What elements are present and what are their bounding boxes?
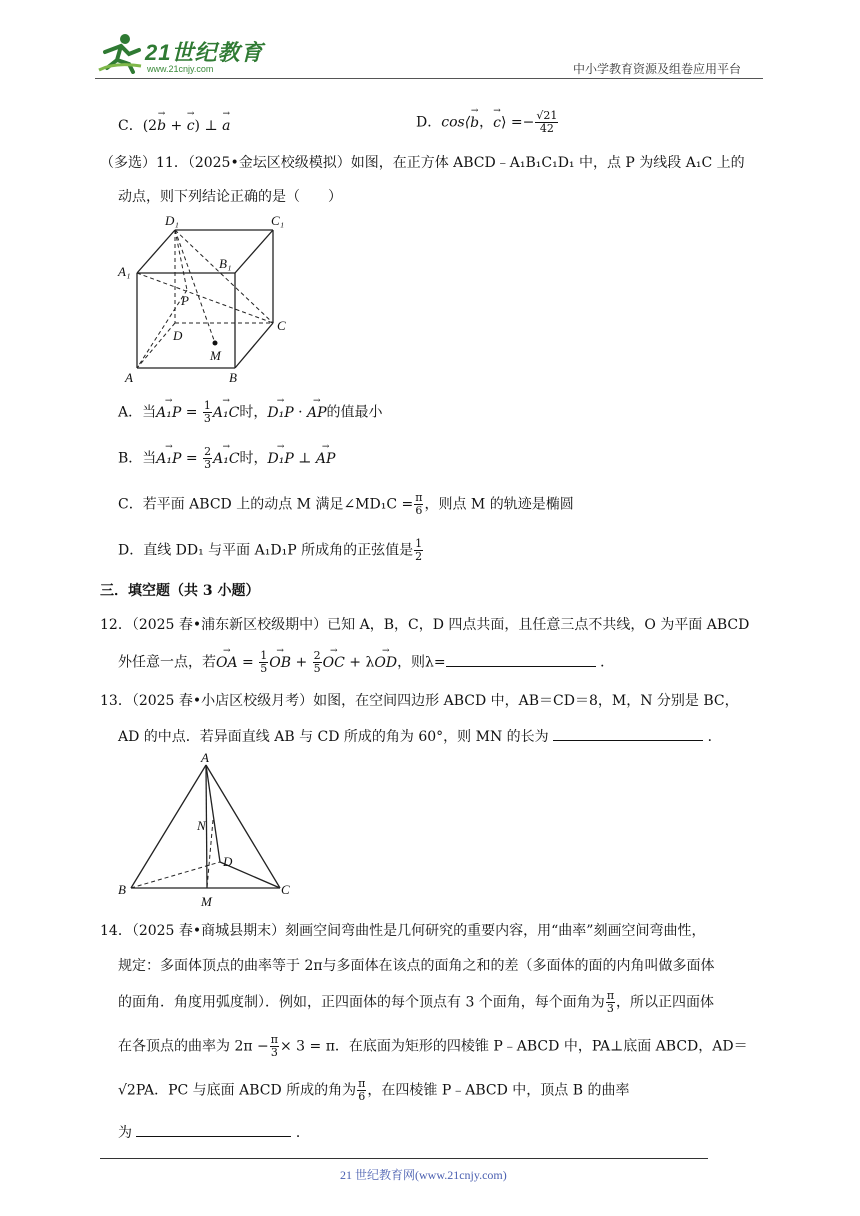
q11-c-num: π (415, 491, 423, 504)
q11-c-end: ，则点 M 的轨迹是椭圆 (424, 496, 574, 513)
q14-l4-den: 3 (270, 1046, 278, 1059)
label-M: M (210, 348, 221, 363)
q12-pre: 外任意一点，若 (118, 654, 216, 671)
q14-l4-mid: × 3 = π．在底面为矩形的四棱锥 P﹣ABCD 中，PA⊥底面 ABCD，AD＝ (279, 1038, 748, 1055)
q14-stem-line1: 14．（2025 春•商城县期末）刻画空间弯曲性是几何研究的重要内容，用“曲率”刻画空间弯曲性， (100, 923, 706, 939)
q14-l3-pre: 的面角．角度用弧度制）．例如，正四面体的每个顶点有 3 个面角，每个面角为 (118, 994, 605, 1011)
q12-d2: 5 (313, 662, 321, 675)
q13-stem-line2: AD 的中点．若异面直线 AB 与 CD 所成的角为 60°，则 MN 的长为 ． (118, 726, 722, 746)
q11-stem-line2: 动点，则下列结论正确的是（ ） (118, 189, 342, 205)
logo-url: www.21cnjy.com (147, 64, 214, 74)
q10-d-text: cos⟨ (441, 114, 471, 131)
label-A1: A₁ (118, 264, 131, 279)
q12-d1: 5 (260, 662, 268, 675)
q14-answer-blank[interactable] (136, 1122, 291, 1137)
q10-option-c: C．(2→ b + → c) ⊥ → a (118, 115, 230, 135)
label-A: A (125, 370, 133, 385)
q12-answer-blank[interactable] (446, 652, 596, 667)
tetrahedron-figure (115, 750, 300, 910)
q14-stem-line3 (118, 990, 714, 1015)
label-P: P (181, 293, 189, 308)
label-B1: B₁ (219, 256, 232, 271)
q14-l5-pre: √2PA．PC 与底面 ABCD 所成的角为 (118, 1082, 357, 1099)
label-B: B (229, 370, 237, 385)
label-D: D (223, 854, 233, 869)
q12-stem-line2: 外任意一点，若→ OA = $\frac{1}{5}$ → OB + $\frac{2}{5}$ → OC + λ→ OD，则λ= ． (118, 650, 614, 675)
q13-answer-blank[interactable] (553, 726, 703, 741)
q11-c-den: 6 (415, 504, 423, 517)
q10-c-label: C．(2 (118, 118, 158, 134)
runner-logo-icon (95, 32, 143, 74)
label-B: B (118, 882, 126, 897)
label-D: D (173, 328, 183, 343)
q14-l3-num: π (606, 989, 615, 1002)
cube-figure (115, 210, 300, 390)
q14-stem-line6: 为 ． (118, 1122, 310, 1142)
q11-a-num: 1 (203, 399, 211, 412)
label-C: C (281, 882, 290, 897)
q11-option-c (118, 492, 574, 517)
q11-b-mid: 时， (239, 450, 268, 467)
q10-d-num: √21 (536, 109, 558, 122)
q14-l5-num: π (358, 1077, 366, 1090)
label-C: C (277, 318, 286, 333)
header-platform-text: 中小学教育资源及组卷应用平台 (573, 62, 742, 76)
q12-n1: 1 (260, 649, 268, 662)
q11-b-pre: B．当 (118, 450, 157, 467)
q14-l3-end: ，所以正四面体 (616, 994, 715, 1011)
q14-l5-den: 6 (358, 1090, 366, 1103)
q14-l3-den: 3 (606, 1002, 614, 1015)
q11-a-mid: 时， (239, 404, 268, 421)
q11-option-a: A．当→ A₁P = $\frac{1}{3}$ → A₁C时，→ D₁P · → AP的值最小 (118, 400, 383, 425)
header-divider (95, 78, 763, 79)
q13-stem-line1: 13．（2025 春•小店区校级月考）如图，在空间四边形 ABCD 中，AB＝CD＝8，M，N 分别是 BC， (100, 693, 739, 709)
q11-option-d (118, 538, 424, 563)
q11-a-den: 3 (203, 412, 211, 425)
label-D1: D₁ (165, 213, 179, 228)
q14-l4-num: π (270, 1033, 278, 1046)
q11-option-b: B．当→ A₁P = $\frac{2}{3}$ → A₁C时，→ D₁P ⊥ → AP (118, 446, 335, 471)
q11-d-num: 1 (415, 537, 423, 550)
q10-c-tail: ) ⊥ (194, 118, 218, 134)
q12-stem-line1: 12．（2025 春•浦东新区校级期中）已知 A，B，C，D 四点共面，且任意三点不共线，O 为平面 ABCD (100, 617, 750, 633)
q11-b-num: 2 (204, 445, 212, 458)
q14-l5-end: ，在四棱锥 P﹣ABCD 中，顶点 B 的曲率 (367, 1082, 630, 1099)
q14-stem-line5 (118, 1078, 630, 1103)
q11-a-pre: A．当 (118, 404, 157, 421)
q14-l6-text: 为 (118, 1125, 132, 1141)
q11-c-pre: C．若平面 ABCD 上的动点 M 满足∠MD₁C = (118, 496, 414, 513)
footer-divider (100, 1158, 708, 1159)
q11-stem-line1: （多选）11．（2025•金坛区校级模拟）如图，在正方体 ABCD﹣A₁B₁C₁D₁ 中，点 P 为线段 A₁C 上的 (100, 155, 745, 171)
q12-end: ，则λ= (397, 654, 446, 671)
q10-d-den: 42 (539, 122, 554, 135)
label-M: M (201, 894, 212, 909)
q14-l4-pre: 在各顶点的曲率为 2π − (118, 1038, 269, 1055)
q14-stem-line4 (118, 1034, 748, 1059)
q11-d-pre: D．直线 DD₁ 与平面 A₁D₁P 所成角的正弦值是 (118, 542, 414, 559)
label-N: N (197, 818, 206, 833)
footer-text: 21 世纪教育网(www.21cnjy.com) (340, 1168, 507, 1182)
q12-n2: 2 (313, 649, 321, 662)
q13-line2-text: AD 的中点．若异面直线 AB 与 CD 所成的角为 60°，则 MN 的长为 (118, 729, 549, 745)
q10-option-d: D．cos⟨→ b，→ c⟩ =− $\frac{√21}{42}$ (416, 110, 559, 135)
label-A: A (201, 750, 209, 765)
q10-d-label: D． (416, 114, 442, 131)
q14-stem-line2: 规定：多面体顶点的曲率等于 2π与多面体在该点的面角之和的差（多面体的面的内角叫做多面体 (118, 958, 715, 974)
q11-a-end: 的值最小 (326, 404, 383, 421)
q10-d-eq: ⟩ =− (500, 114, 535, 131)
section-heading: 三．填空题（共 3 小题） (100, 583, 260, 599)
q11-d-den: 2 (415, 550, 423, 563)
q11-b-den: 3 (204, 458, 212, 471)
label-C1: C₁ (271, 213, 285, 228)
logo-title: 21世纪教育 (145, 40, 264, 65)
